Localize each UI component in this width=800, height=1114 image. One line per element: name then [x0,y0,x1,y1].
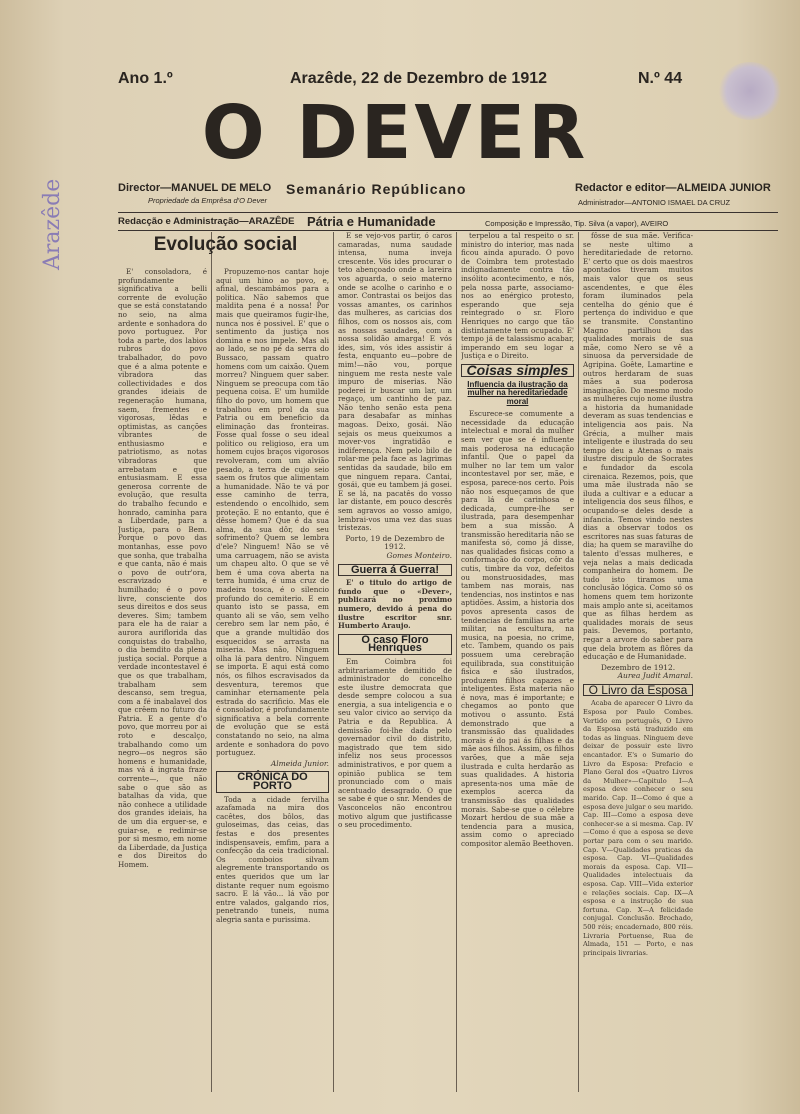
col4-text: terpelou a tal respeito o sr. ministro do interior, mas nada ficou ainda apurado. O povo de Coimbra tem protestado indignadamente contra tão insólito acontecimento, e nós, pela nossa parte, associamo-nos ao enérgico protesto, esperando que seja reintegrado o sr. Floro Henriques no cargo que tão distintamente tem ocupado. E' tempo já de talassismo acabar, imperando em seu logar a Justiça e o Direito. [461,232,574,361]
esposa-text: Acaba de aparecer O Livro da Esposa por Paulo Combes. Vertido em português, O Livro da Esposa está traduzido em todas as linguas. Ninguem deve deixar de possuir este livro encantador. E's o Sumario do Livro da Esposa: Prefacio e Plano Geral dos «Quatro Livros da Mulher»—Capitulo I—A esposa deve conhecer o seu marido. Cap. II—Como é que a esposa deve julgar o seu marido. Cap. III—Como a esposa deve conhecer-se a si mesma. Cap. IV—Como é que a esposa se deve portar para com o seu marido. Cap. V—Qualidades praticas da esposa. Cap. VI—Qualidades morais da esposa. Cap. VII—Qualidades intelectuais da esposa. Cap. VIII—Vida exterior e relações sociais. Cap. IX—A esposa e a instrução de sua fortuna. Cap. X—A felicidade conjugal. Conclusão. Brochado, 500 réis; encadernado, 800 réis. Livraria Portuense, Rua de Almada, 151 — Porto, e nas principais livrarias. [583,699,693,957]
director: Director—MANUEL DE MELO [118,182,272,194]
place-date: Arazêde, 22 de Dezembro de 1912 [290,70,548,87]
coisas-author: Aurea Judit Amaral. [617,671,693,681]
article-heading-floro: O caso Floro Henriques [338,634,452,655]
subtitle: Semanário Repúblicano [286,181,467,197]
printing: Composição e Impressão, Tip. Silva (a vapor), AVEIRO [485,219,669,228]
header-bottom-rule [118,230,778,231]
porto-date: Porto, 19 de Dezembro de 1912. [345,533,445,552]
article-heading-evolucao: Evolução social [153,234,298,255]
library-stamp [718,62,782,120]
administrator: Administrador—ANTONIO ISMAEL DA CRUZ [578,198,731,207]
year-label: Ano 1.º [118,70,173,87]
newspaper-title: O DEVER [201,90,589,176]
ownership: Propriedade da Emprêsa d'O Dever [148,196,267,205]
column-rule [211,232,212,1092]
column-5 [583,232,693,1092]
guerra-text: E' o titulo do artigo de fundo que o «Dever», publicará no proximo numero, devido á pena do ilustre escritor snr. Humberto Araujo. [338,578,452,631]
article-heading-porto: CRÓNICA DO PORTO [216,771,329,792]
column-rule [333,232,334,1092]
evolucao-text-1: E' consoladora, é profundamente significativa a belli corrente de evolução que se está constatando no seio, na alma ardente e sonhadora do povo portuguez. Por toda a parte, dos labios rubros do povo trabalhador, do povo que é a alma potente e vibradora das collectividades e dos grandes ideiais de regeneração humana, saem, frementes e vigorosas, lêdas e optimistas, as canções vibrantes de enthusiasmo e patriotismo, as notas vibradoras que arrebatam e que entusiasmam. E essa generosa corrente de evolução, que resulta do trabalho fecundo e honrado, caminha para a Liberdade, para a Justiça, para o Bem. Porque o povo das montanhas, esse povo que sonha, que trabalha e que canta, não é mais o povo de outr'ora, escravizado e humilhado; é o povo livre, consciente dos seus direitos e dos seus deveres. Sim; tambem para ele ha de raiar a aurora auriflorida das conquistas do trabalho, o dia bemdito da plena justiça social. Porque a verdade incontestavel é que os que trabalham, trabalham sem descanso, sem tregua, com a fé inabalavel dos que crêem no futuro da Patria. E a gente d'o povo, que morreu por ai roto e descalço, trabalhando como um negro—os negros são homens e humanidade, mas vá á ingrata fraze corrente—, que não sabe o que são as batalhas da vida, que não conhece a utilidade dos grandes ideiais, ha de um dia erguer-se, e guiar-se, e redimir-se por si mesmo, em nome da Liberdade, da Justiça e dos Direitos do Homem. [118,268,207,869]
floro-text: Em Coimbra foi arbitrariamente demitido de administrador do concelho este ilustre democrata que desde sempre colocou a sua energia, a sua inteligencia e o seu valor civico ao serviço da Patria e da Republica. A demissão foi-lhe dada pelo governador civil do distrito, magistrado que tem sido infeliz nos seus processos administrativos, e por quem a opinião publica se tem pronunciado com o mais acentuado desagrado. O que se sabe é que o snr. Mendes de Vasconcelos não encontrou motivo algum que justificasse o seu procedimento. [338,656,452,830]
motto: Pátria e Humanidade [307,214,436,229]
article-heading-guerra: Guerra á Guerra! [338,564,452,577]
coisas-subheading: Influencia da ilustração da mulher na hereditariedade moral [467,379,568,406]
column-4 [461,232,574,1092]
redaction: Redacção e Administração—ARAZÊDE [118,216,295,227]
col3-text: E se vejo-vos partir, ó caros camaradas, numa saudade intensa, numa inveja crescente. Vós ides procurar o teto abençoado onde a lareira vos aguarda, o seio materno onde se acolhe o carinho e o amor. Contrastai os beijos das vossas amantes, os carinhos das mulheres, as caricias dos filhos, com os nossos ais, com as nossas saudades, com a nossa solidão amarga! E vós ides, sim, vós ides assistir á festa, enquanto eu—pobre de mim!—não vou, porque ninguem me resta neste vale impuro de miserias. Não poderei ir buscar um lar, um regaço, um cantinho de paz. Não tenho senão esta pena para desabafar as minhas magoas. Deixo, gosái. Não sejais os meus queixumos a mover-vos ingratidão e indiferença. Nem pelo bilo de rolar-me pela face as lagrimas sentidas da saudade, bilo em que ninguem repara. Cantai, gosái, que eu tambem já gosei. E se lá, na pacatês do vosso lar distante, em pouco descrês sem agravos ao vosso amigo, lembrai-vos uma vez das suas tristezas. [338,232,452,533]
column-rule [456,232,457,1092]
column-1 [118,268,207,1092]
handwritten-annotation: Arazêde [40,178,65,270]
article-heading-coisas: Coisas simples [461,364,574,377]
article-heading-esposa: O Livro da Esposa [583,684,693,697]
column-3 [338,232,452,1092]
editor: Redactor e editor—ALMEIDA JUNIOR [575,182,771,194]
issue-number: N.º 44 [638,70,683,87]
column-2 [216,268,329,1092]
porto-text: Toda a cidade fervilha azafamada na mira dos cacêtes, dos bôlos, das guloseimas, das ceias, das festas e dos presentes indispensaveis, emfim, para a confecção da ceia tradicional. Os comboios silvam alegremente transportando os entes queridos que um lar distante requer num egoismo sacro. E lá vão... lá vão por entre valados, galgando rios, penetrando tuneis, numa alegria santa e purissima. [216,794,329,924]
column-rule [578,232,579,1092]
coisas-text: Escurece-se comumente a necessidade da educação intelectual e moral da mulher sem ver que se é influente mais poderosa na educação infantil. Que o papel da mulher no lar tem um valor incontestavel por ser, mãe, e esposa, parece-nos certo. Pois não nos esqueçamos de que para lá de carinhosa e dedicada, cumpre-lhe ser ilustrada, para desempenhar bem a sua missão. A transmissão hereditaria não se manifesta só, como já disse, nas qualidades fisicas como a conformação do corpo, côr da cutis, timbre da voz, defeitos ou monstruosidades, mas tambem nas morais, nas tendencias, nos instintos e nas aptidões. Assim, a historia dos povos apresenta casos de tendencias de familias na arte militar, na escultura, na musica, na poesia, no crime, etc. Tambem, quando os pais possuem uma cerebração equilibrada, sua constituição fisica e são ilustrados, produzem filhos capazes e inteligentes. Esta materia não é nova, mas é importante; e chegamos ao ponto que motivou o assunto. Está demonstrado que a transmissão das qualidades morais é do pai ás filhas e da mãe aos filhos. Assim, os filhos varões, que a mãe seja ilustrada e culta herdarão as suas qualidades. A historia apresenta-nos uma mãe de exemplos acerca da transmissão das qualidades morais. Sabe-se que o célebre Mozart herdou de sua mãe a tendencia para a musica, assim como o apreciado compositor alemão Beethoven. [461,409,574,848]
evolucao-text-2: Propuzemo-nos cantar hoje aqui um hino ao povo, e, afinal, descambámos para a politica. Não sabemos que maldita pena é a nossa! Por mais que queiramos fugir-lhe, nunca nos é possivel. E' que o sentimento da justiça nos domina e nos impele. Mas ali ao lado, se no pé da serra do Bussaco, passam quatro homens com um caixão. Quem morreu? Ninguem quer saber. Ninguem se preocupa com tão pequena coisa. E' um humilde filho do povo, um homem que trabalhou em prol da sua Patria ou em beneficio da eliminação das fronteiras. Fosse qual fosse o seu ideal politico ou religioso, era um homem cujos braços vigorosos revolveram, com um alvião pesado, a terra de cujo seio saem os frutos que alimentam a humanidade. Não te vá por esse caminho de terra, estendendo o encolhido, sem proteção. E no entanto, que é dêsse homem? Que é da sua alma, da sua dôr, do seu sofrimento? Quem se lembra d'ele? Ninguem! Não se vê uma carruagem, não se avista um chapeu alto. O que se vê bem é uma cova aberta na terra humida, é uma cruz de madeira tosca, é o silencio profundo do cemiterio. E em quanto isto se passa, em quanto ali se vão, sem velho cerebro sem lar nem pão, é que a grande multidão dos esquecidos se arrasta na miseria. Mas não, Ninguem olha lá para dentro. Ninguem se importa. E aqui está como nós, os filhos escravisados da desventura, teremos que caminhar eternamente pela estrada do sacrificio. Mas ele é consolador, é profundamente significativa a bela corrente de evolução que se está constatando no seio, na alma ardente e sonhadora do povo portuguez. [216,268,329,758]
coisas-date: Dezembro de 1912. [600,662,676,672]
porto-author: Gomes Monteiro. [386,550,452,560]
col5-text: fôsse de sua mãe. Verifica-se neste ultimo a hereditariedade de retorno. E' certo que os dois maestros apontados tiveram muitos mais valor que os seus ascendentes, e que êles foram iluminados pela centelha do génio que é pertença do individuo e que se transmite. Constantino Magno partilhou das qualidades morais de sua mãe, como Nero se vê a sinuosa da perversidade de Agripina. Goête, Lamartine e outros herdaram de suas mães a sua poderosa imaginação. Do mesmo modo as mulheres cujo nome ilustra a historia da humanidade deveram as suas tendencias e inteligencia aos pais. Na Grécia, a mulher mais inteligente e ilustrada do seu tempo deu a Atenas o mais ilustre discipulo de Socrates e fundador da escola cirenaica. Rezemos, pois, que uma mãe ilustrada não se iluda a cultivar e a educar a inteligencia dos seus filhos, e ocupando-se deles desde a infancia. Temos vindo nestes dias a observar todos os escritores nas suas faturas de dia; ha quem se maravilhe do talento d'essas mulheres, e veja nelas a mais dedicada companheira do homem. De tudo isto tiramos uma conclusão lógica. Como só os homens quem tem horizonte mais amplo ante si, aceitamos que as filhas herdem as qualidades morais de seus pais. Devemos, portanto, regar a arvore do saber para que dela brotem as flôres da educação e de Humanidade. [583,232,693,662]
masthead-rule [118,212,778,213]
evolucao-signature: Almeida Junior. [270,758,329,768]
